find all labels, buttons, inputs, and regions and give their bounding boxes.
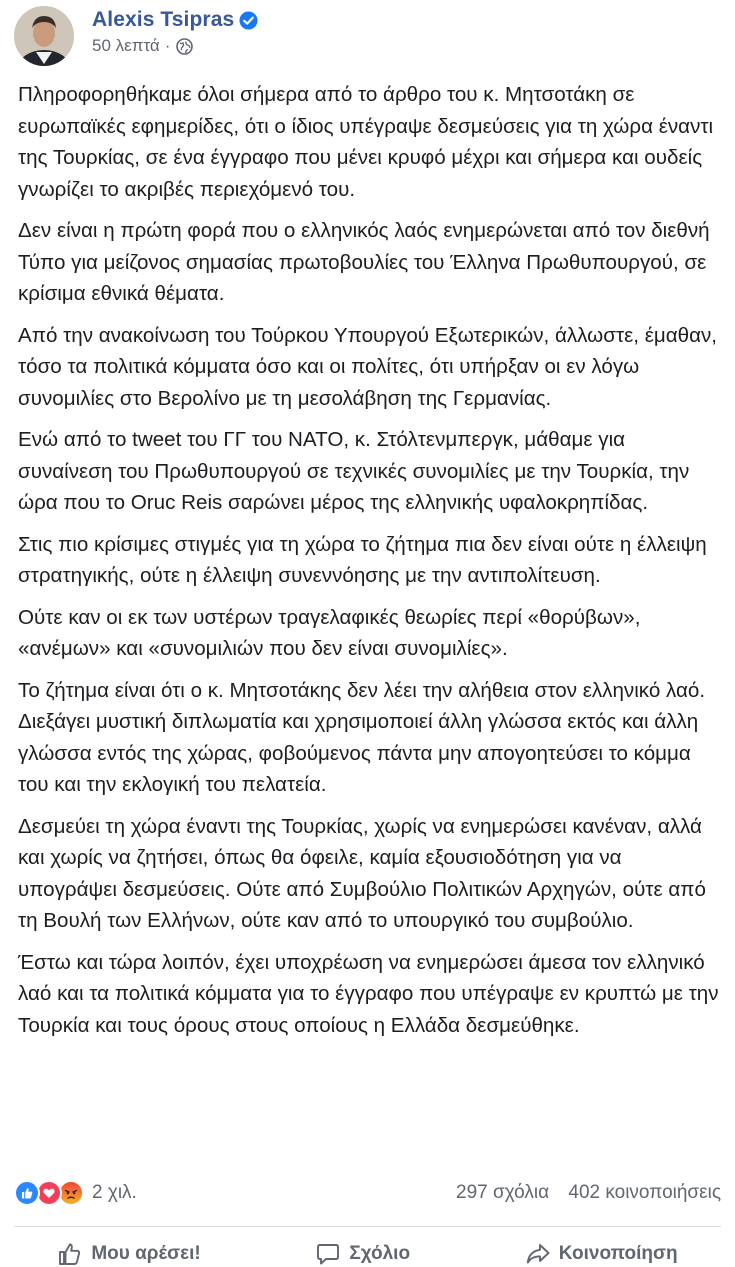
like-reaction-icon bbox=[14, 1180, 40, 1206]
post-paragraph: Στις πιο κρίσιμες στιγμές για τη χώρα το ζήτημα πια δεν είναι ούτε η έλλειψη στρατηγικής, ούτε η έλλειψη συνεννόησης με την αντιπολίτευση. bbox=[18, 532, 707, 587]
post-paragraph: Πληροφορηθήκαμε όλοι σήμερα από το άρθρο του κ. Μητσοτάκη σε ευρωπαϊκές εφημερίδες, ότι ο ίδιος υπέγραψε δεσμεύσεις για τη χώρα έναντι της Τουρκίας, σε ένα έγγραφο που μένει κρυφό μέχρι και σήμερα και ουδείς γνωρίζει το ακριβές περιεχόμενό του. bbox=[18, 83, 714, 201]
post-paragraph: Το ζήτημα είναι ότι ο κ. Μητσοτάκης δεν λέει την αλήθεια στον ελληνικό λαό. Διεξάγει μυστική διπλωματία και χρησιμοποιεί άλλη γλώσσα εκτός και άλλη γλώσσα εντός της χώρας, φοβούμενος πάντα μην απογοητεύσει το κόμμα του και την εκλογική του πελατεία. bbox=[18, 678, 706, 796]
shares-count[interactable]: 402 κοινοποιήσεις bbox=[568, 1182, 721, 1203]
post-paragraph: Ούτε καν οι εκ των υστέρων τραγελαφικές θεωρίες περί «θορύβων», «ανέμων» και «συνομιλιών που δεν είναι συνομιλίες». bbox=[18, 605, 641, 660]
post-paragraph: Από την ανακοίνωση του Τούρκου Υπουργού Εξωτερικών, άλλωστε, έμαθαν, τόσο τα πολιτικά κόμματα όσο και οι πολίτες, ότι υπήρξαν οι εν λόγω συνομιλίες στο Βερολίνο με τη μεσολάβηση της Γερμανίας. bbox=[18, 323, 718, 410]
comment-icon bbox=[315, 1241, 341, 1267]
comments-count[interactable]: 297 σχόλια bbox=[456, 1182, 550, 1203]
header-text bbox=[92, 8, 258, 56]
reactions-summary[interactable] bbox=[14, 1180, 137, 1206]
avatar[interactable] bbox=[14, 6, 74, 66]
verified-badge-icon bbox=[239, 11, 258, 30]
post-header bbox=[14, 6, 258, 62]
engagement-counts bbox=[442, 1182, 721, 1204]
post-meta bbox=[92, 36, 258, 56]
post-body bbox=[18, 79, 723, 1051]
comment-button[interactable] bbox=[315, 1240, 410, 1267]
globe-icon[interactable] bbox=[176, 38, 193, 55]
action-bar bbox=[0, 1240, 735, 1267]
author-row bbox=[92, 8, 258, 32]
author-name[interactable]: Alexis Tsipras bbox=[92, 8, 235, 31]
thumbs-up-icon bbox=[57, 1241, 83, 1267]
like-button[interactable] bbox=[57, 1240, 200, 1267]
post-paragraph: Ενώ από το tweet του ΓΓ του ΝΑΤΟ, κ. Στόλτενμπεργκ, μάθαμε για συναίνεση του Πρωθυπουργού σε τεχνικές συνομιλίες με την Τουρκία, την ώρα που το Oruc Reis σαρώνει μέρος της ελληνικής υφαλοκρηπίδας. bbox=[18, 428, 690, 514]
meta-separator: · bbox=[164, 36, 171, 55]
timestamp[interactable]: 50 λεπτά bbox=[92, 36, 160, 55]
post-paragraph: Δεσμεύει τη χώρα έναντι της Τουρκίας, χωρίς να ενημερώσει κανέναν, αλλά και χωρίς να ζητήσει, όπως θα όφειλε, καμία εξουσιοδότηση για να υπογράψει δεσμεύσεις. Ούτε από Συμβούλιο Πολιτικών Αρχηγών, ούτε από τη Βουλή των Ελλήνων, ούτε καν από το υπουργικό του συμβούλιο. bbox=[18, 814, 706, 932]
post-paragraph: Δεν είναι η πρώτη φορά που ο ελληνικός λαός ενημερώνεται από τον διεθνή Τύπο για μείζονος σημασίας πρωτοβουλίες του Έλληνα Πρωθυπουργού, σε κρίσιμα εθνικά θέματα. bbox=[18, 219, 710, 305]
share-button[interactable] bbox=[525, 1240, 678, 1267]
like-label: Μου αρέσει! bbox=[91, 1242, 201, 1264]
divider bbox=[14, 1226, 721, 1227]
post-stats bbox=[14, 1174, 721, 1212]
reactions-count[interactable]: 2 χιλ. bbox=[92, 1182, 137, 1203]
comment-label: Σχόλιο bbox=[349, 1242, 411, 1264]
post-paragraph: Έστω και τώρα λοιπόν, έχει υποχρέωση να ενημερώσει άμεσα τον ελληνικό λαό και τα πολιτικά κόμματα για το έγγραφο που υπέγραψε εν κρυπτώ με την Τουρκία και τους όρους στους οποίους η Ελλάδα δεσμεύθηκε. bbox=[18, 950, 719, 1037]
share-label: Κοινοποίηση bbox=[558, 1242, 678, 1264]
share-arrow-icon bbox=[525, 1241, 551, 1267]
